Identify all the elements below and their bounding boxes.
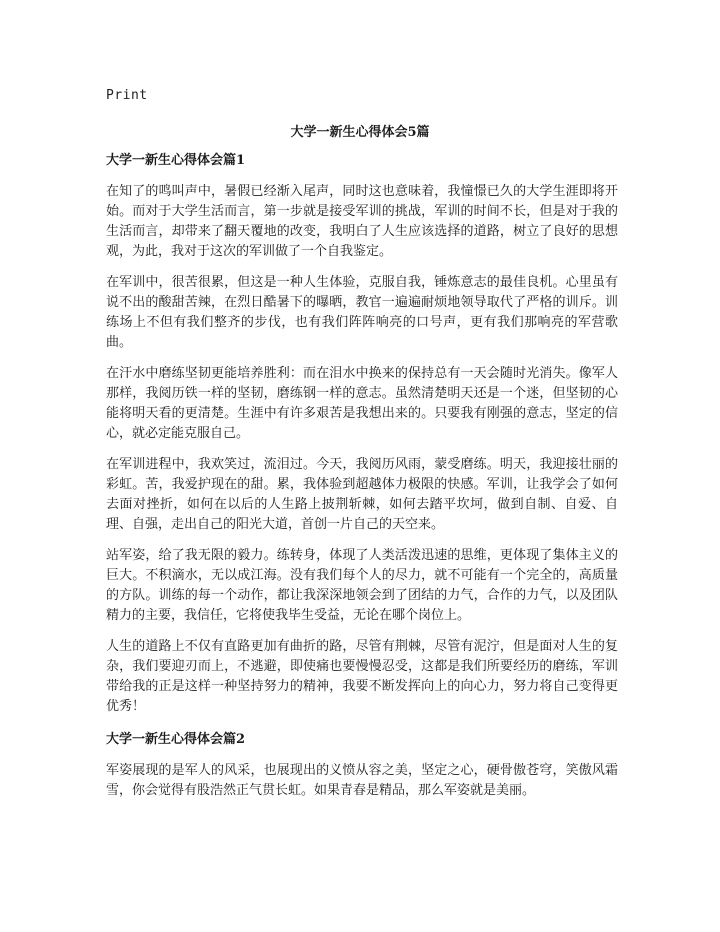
paragraph: 站军姿，给了我无限的毅力。练转身，体现了人类活泼迅速的思维，更体现了集体主义的巨大。不积滴水，无以成江海。没有我们每个人的尽力，就不可能有一个完全的，高质量的方队。训练的每一个动作，都让我深深地领会到了团结的力气，合作的力气，以及团队精力的主要，我信任，它将使我毕生受益，无论在哪个岗位上。 bbox=[106, 548, 618, 623]
paragraph: 在军训中，很苦很累，但这是一种人生体验，克服自我，锤炼意志的最佳良机。心里虽有说不出的酸甜苦辣，在烈日酷暑下的曝晒，教官一遍遍耐烦地领导取代了严格的训斥。训练场上不但有我们整齐的步伐，也有我们阵阵响亮的口号声，更有我们那响亮的军营歌曲。 bbox=[106, 275, 618, 350]
paragraph: 在知了的鸣叫声中，暑假已经渐入尾声，同时这也意味着，我憧憬已久的大学生涯即将开始。而对于大学生活而言，第一步就是接受军训的挑战，军训的时间不长，但是对于我的生活而言，却带来了翻天覆地的改变，我明白了人生应该选择的道路，树立了良好的思想观，为此，我对于这次的军训做了一个自我鉴定。 bbox=[106, 184, 618, 259]
paragraph: 人生的道路上不仅有直路更加有曲折的路，尽管有荆棘，尽管有泥泞，但是面对人生的复杂，我们要迎刃而上，不逃避，即使痛也要慢慢忍受，这都是我们所要经历的磨练，军训带给我的正是这样一种坚持努力的精神，我要不断发挥向上的向心力，努力将自己变得更优秀！ bbox=[106, 639, 618, 714]
paragraph: 军姿展现的是军人的风采，也展现出的义愤从容之美，坚定之心，硬骨傲苍穹，笑傲风霜雪，你会觉得有股浩然正气贯长虹。如果青春是精品，那么军姿就是美丽。 bbox=[106, 763, 618, 798]
paragraph: 在军训进程中，我欢笑过，流泪过。今天，我阅历风雨，蒙受磨练。明天，我迎接壮丽的彩虹。苦，我爱护现在的甜。累，我体验到超越体力极限的快感。军训，让我学会了如何去面对挫折，如何在以后的人生路上披荆斩棘，如何去踏平坎坷，做到自制、自爱、自理、自强，走出自己的阳光大道，首创一片自己的天空来。 bbox=[106, 457, 618, 532]
section-heading: 大学一新生心得体会篇1 bbox=[106, 153, 246, 168]
paragraph: 在汗水中磨练坚韧更能培养胜利：而在泪水中换来的保持总有一天会随时光消失。像军人那样，我阅历铁一样的坚韧，磨练钢一样的意志。虽然清楚明天还是一个迷，但坚韧的心能将明天看的更清楚。生涯中有许多艰苦是我想出来的。只要我有刚强的意志，坚定的信心，就必定能克服自己。 bbox=[106, 366, 618, 441]
section-heading: 大学一新生心得体会篇2 bbox=[106, 732, 246, 747]
document-title: 大学一新生心得体会5篇 bbox=[290, 125, 430, 140]
document-body bbox=[106, 152, 618, 812]
print-link[interactable]: Print bbox=[106, 88, 148, 103]
